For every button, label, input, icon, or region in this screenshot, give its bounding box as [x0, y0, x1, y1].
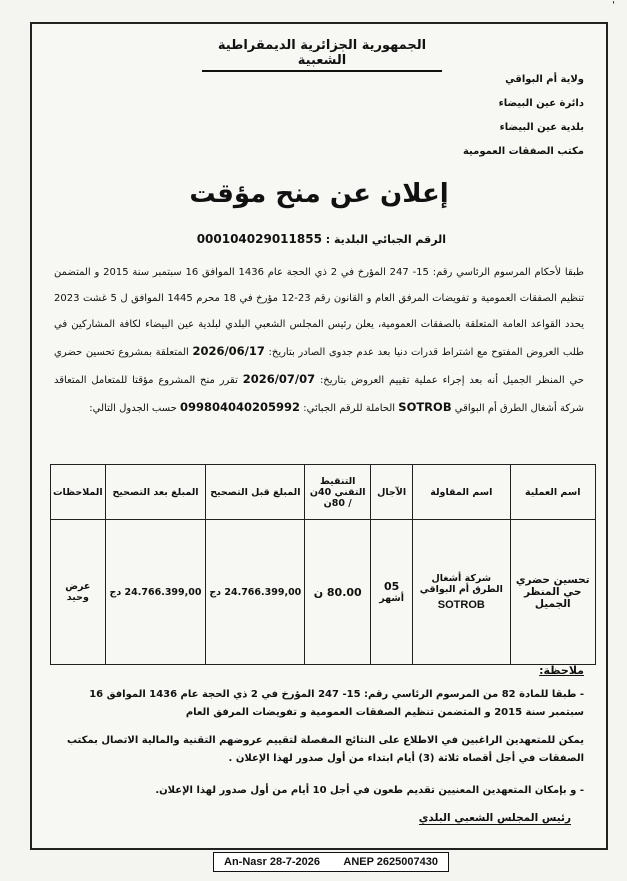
notes-title: ملاحظة: [539, 664, 584, 677]
body-p2: المتعلقة بمشروع تحسين حضري حي المنظر الجميل أنه بعد إجراء عملية تقييم العروض بتاريخ: [54, 347, 584, 386]
cell-duration-unit: أشهر [379, 593, 405, 604]
col-remarks: الملاحظات [51, 465, 106, 520]
cell-score: 80.00 ن [305, 520, 371, 665]
date-evaluation: 2026/07/07 [242, 372, 316, 386]
republic-header: الجمهورية الجزائرية الديمقراطية الشعبية [202, 38, 442, 72]
cell-operation: تحسين حضري حي المنظر الجميل [510, 520, 595, 665]
signature: رئيس المجلس الشعبي البلدي [418, 812, 571, 824]
fiscal-label: الرقم الجبائي البلدية : [325, 233, 446, 246]
table-header-row [51, 465, 596, 520]
note-1: - طبقا للمادة 82 من المرسوم الرئاسي رقم: 15- 247 المؤرخ في 2 ذي الحجة عام 1436 الموافق 16 سبتمبر سنة 2015 و المتضمن تنظيم الصفقات العمومية و تفويضات المرفق العام [89, 689, 584, 718]
award-table [50, 464, 596, 665]
body-paragraph [54, 260, 584, 422]
body-p3: تقرر منح المشروع مؤقتا للمتعامل المتعاقد شركة أشغال الطرق أم البواقي [54, 375, 584, 414]
table-row [51, 520, 596, 665]
col-operation: اسم العملية [510, 465, 595, 520]
corner-mark: ' [612, 0, 615, 11]
cell-company-code: SOTROB [437, 599, 485, 611]
col-score: التنقيط التقني 40ن / 80ن [305, 465, 371, 520]
cell-remarks: عرض وحيد [51, 520, 106, 665]
footer-newspaper: An-Nasr 28-7-2026 [224, 856, 320, 868]
note-2: يمكن للمتعهدين الراغبين في الاطلاع على النتائج المفصلة لتقييم عروضهم التقنية والمالية الاتصال بمكتب الصفقات في أجل أقصاه ثلاثة (3) أيام ابتداء من أول صدور لهذا الإعلان . [66, 735, 584, 764]
body-p1: طبقا لأحكام المرسوم الرئاسي رقم: 15- 247 المؤرخ في 2 ذي الحجة عام 1436 الموافق 16 سبتمبر سنة 2015 و المتضمن تنظيم الصفقات العمومية و تفويضات المرفق العام و القانون رقم 23-12 مؤرخ في 18 محرم 1445 الموافق ل 5 غشت 2023 يحدد القواعد العامة المتعلقة بالصفقات العمومية، يعلن رئيس المجلس الشعبي البلدي لبلدية عين البيضاء لكافة المشاركين في طلب العروض المفتوح مع اشتراط قدرات دنيا بعد عدم جدوى الصادر بتاريخ: [54, 267, 585, 358]
cell-duration-num: 05 [383, 580, 400, 593]
body-p4: الحاملة للرقم الجبائي: [303, 403, 396, 414]
notice-title: إعلان عن منح مؤقت [189, 179, 449, 209]
cell-company [413, 520, 510, 665]
office-line: مكتب الصفقات العمومية [462, 146, 584, 157]
cell-amount-before: 24.766.399,00 دج [206, 520, 305, 665]
daira-line: دائرة عين البيضاء [498, 98, 584, 109]
date-no-result: 2026/06/17 [192, 344, 265, 358]
cell-company-name: شركة أشغال الطرق أم البواقي [419, 573, 503, 595]
publication-footer [213, 852, 449, 872]
notice-frame [30, 22, 608, 850]
col-company: اسم المقاولة [413, 465, 510, 520]
company-code: SOTROB [398, 400, 452, 414]
fiscal-number: 000104029011855 [196, 232, 322, 246]
fiscal-number-line [197, 232, 446, 246]
col-amount-after: المبلغ بعد التصحيح [105, 465, 206, 520]
wilaya-line: ولاية أم البواقي [505, 74, 584, 85]
col-duration: الآجال [371, 465, 413, 520]
footer-anep: ANEP 2625007430 [343, 856, 438, 868]
note-3: - و بإمكان المتعهدين المعنيين تقديم طعون في أجل 10 أيام من أول صدور لهذا الإعلان. [155, 785, 584, 796]
col-amount-before: المبلغ قبل التصحيح [206, 465, 305, 520]
cell-duration [371, 520, 413, 665]
cell-amount-after: 24.766.399,00 دج [105, 520, 206, 665]
body-p5: حسب الجدول التالي: [89, 403, 177, 414]
company-tax-number: 099804040205992 [180, 400, 301, 414]
commune-line: بلدية عين البيضاء [499, 122, 584, 133]
